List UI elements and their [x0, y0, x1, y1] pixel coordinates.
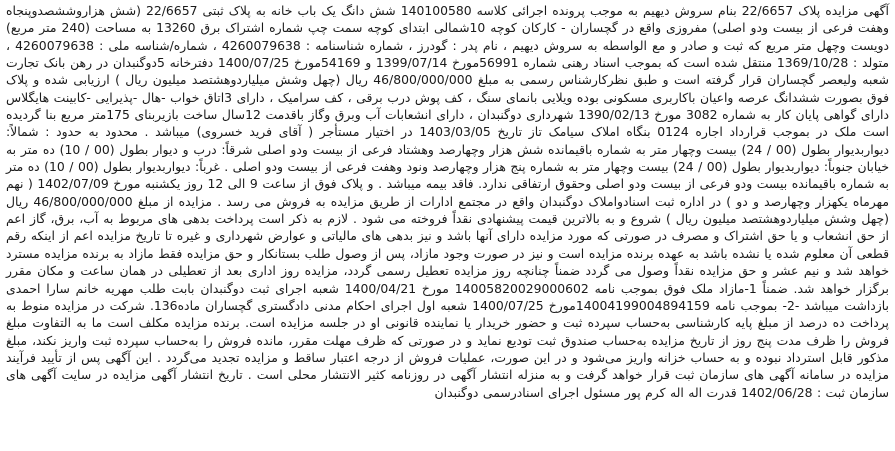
auction-notice-text: آگهی مزایده پلاک 22/6657 بنام سروش دیهیم به موجب پرونده اجرائی کلاسه 140100580 شش دانگ یک باب خانه به پلاک ثبتی 22/6657 (شش هزاروششصدوپنجاه وهفت فرعی از بیست ودو اصلی) مفروزی واقع در گچساران - کارکان کوچه 10شمالی ابتدای کوچه سمت چپ شماره اشتراک برق 13260 به مساحت (240 متر مربع) دویست وچهل متر مربع که ثبت و صادر و مع الواسطه به سروش دیهیم ، نام پدر : گودرز ، شماره شناسنامه : 4260079638 ، شماره/شناسه ملی : 4260079638 ، متولد : 1369/10/28 منتقل شده است که بموجب اسناد رهنی شماره 56991مورخ 1399/07/14 و 54169مورخ 1400/07/25 دفترخانه 5دوگنبدان در رهن بانک تجارت شعبه ولیعصر گچساران قرار گرفته است و طبق نظرکارشناس رسمی به مبلغ 46/800/000/000 ریال (چهل وشش میلیاردوهشتصد میلیون ریال ) ارزیابی شده و پلاک فوق بصورت ششدانگ عرصه واعیان باکاربری مسکونی بوده ویلایی بانمای سنگ ، کف پوش درب برقی ، کف سرامیک ، دارای 3اتاق خواب -هال -پذیرایی -کابینت هایگلاس دارای گواهی پایان کار به شماره 3082 مورخ 1390/02/13 شهرداری دوگنبدان ، دارای انشعابات آب وبرق وگاز باقدمت 12سال ساخت بازیربنای 175متر مربع بنا گردیده است ملک در بموجب قرارداد اجاره 0124 بنگاه املاک سیامک تاز تاریخ 1403/03/05 در اختیار مستأجر ( آقای فرید خسروی) میباشد . محدود به حدود : شمالاً: دیواربدیوار بطول (00 / 24) بیست وچهار متر به شماره باقیمانده شش هزار وچهارصد وهشتاد فرعی از بیست ودو اصلی شرقاً: درب و دیوار بطول (00 / 10) ده متر به خیابان جنوباً: دیواربدیوار بطول (00 / 24) بیست وچهار متر به شماره پنج هزار وچهارصد ونود وهفت فرعی از بیست ودو اصلی . غرباً: دیواربدیوار بطول (00 / 10) ده متر به شماره باقیمانده بیست ودو فرعی از بیست ودو اصلی وحقوق ارتفاقی ندارد. فاقد بیمه میباشد . و پلاک فوق از ساعت 9 الی 12 روز یکشنبه مورخ 1402/07/09 ( نهم مهرماه یکهزار وچهارصد و دو ) در اداره ثبت اسنادواملاک دوگنبدان واقع در مجتمع ادارات از طریق مزایده به فروش می رسد . مزایده از مبلغ 46/800/000/000 ریال (چهل وشش میلیاردوهشتصد میلیون ریال ) شروع و به بالاترین قیمت پیشنهادی نقداً فروخته می شود . لازم به ذکر است پرداخت بدهی های مربوط به آب، برق، گاز اعم از حق انشعاب و یا حق اشتراک و مصرف در صورتی که مورد مزایده دارای آنها باشد و نیز بدهی های مالیاتی و عوارض شهرداری و غیره تا تاریخ مزایده اعم از اینکه رقم قطعی آن معلوم شده یا نشده باشد به عهده برنده مزایده است و نیز در صورت وجود مازاد، پس از وصول طلب بستانکار و حق مزایده فقط مازاد به برنده مزایده مسترد خواهد شد و نیم عشر و حق مزایده نقداً وصول می گردد ضمناً چنانچه روز مزایده تعطیل رسمی گردد، مزایده روز اداری بعد از تعطیلی در همان ساعت و مکان مقرر برگزار خواهد شد. ضمناً 1-مازاد ملک فوق بموجب نامه 14005820029000602 مورخ 1400/04/21 شعبه اجرای ثبت دوگنبدان بابت طلب مهریه خانم سارا احمدی بازداشت میباشد -2- بموجب نامه 14004199004894159مورخ 1400/07/25 شعبه اول اجرای احکام مدنی دادگستری گچساران ماده136. شرکت در مزایده منوط به پرداخت ده درصد از مبلغ پایه کارشناسی به‌حساب سپرده ثبت و حضور خریدار یا نماینده قانونی او در جلسه مزایده است. برنده مزایده مکلف است ما به التفاوت مبلغ فروش را ظرف مدت پنج روز از تاریخ مزایده به‌حساب صندوق ثبت تودیع نماید و در صورتی که ظرف مهلت مقرر، مانده فروش را به‌حساب سپرده ثبت واریز نکند، مبلغ مذکور قابل استرداد نبوده و به حساب خزانه واریز می‌شود و در این صورت، عملیات فروش از درجه اعتبار ساقط و مزایده تجدید می‌گردد . این آگهی پس از تأیید فرآیند مزایده در سامانه آگهی های سازمان ثبت قرار خواهد گرفت و به منزله انتشار آگهی در روزنامه کثیر الانتشار محلی است . تاریخ انتشار آگهی مزایده در سایت آگهی های سازمان ثبت : 1402/06/28 قدرت اله اله کرم پور مسئول اجرای اسنادرسمی دوگنبدان — [6, 3, 890, 400]
